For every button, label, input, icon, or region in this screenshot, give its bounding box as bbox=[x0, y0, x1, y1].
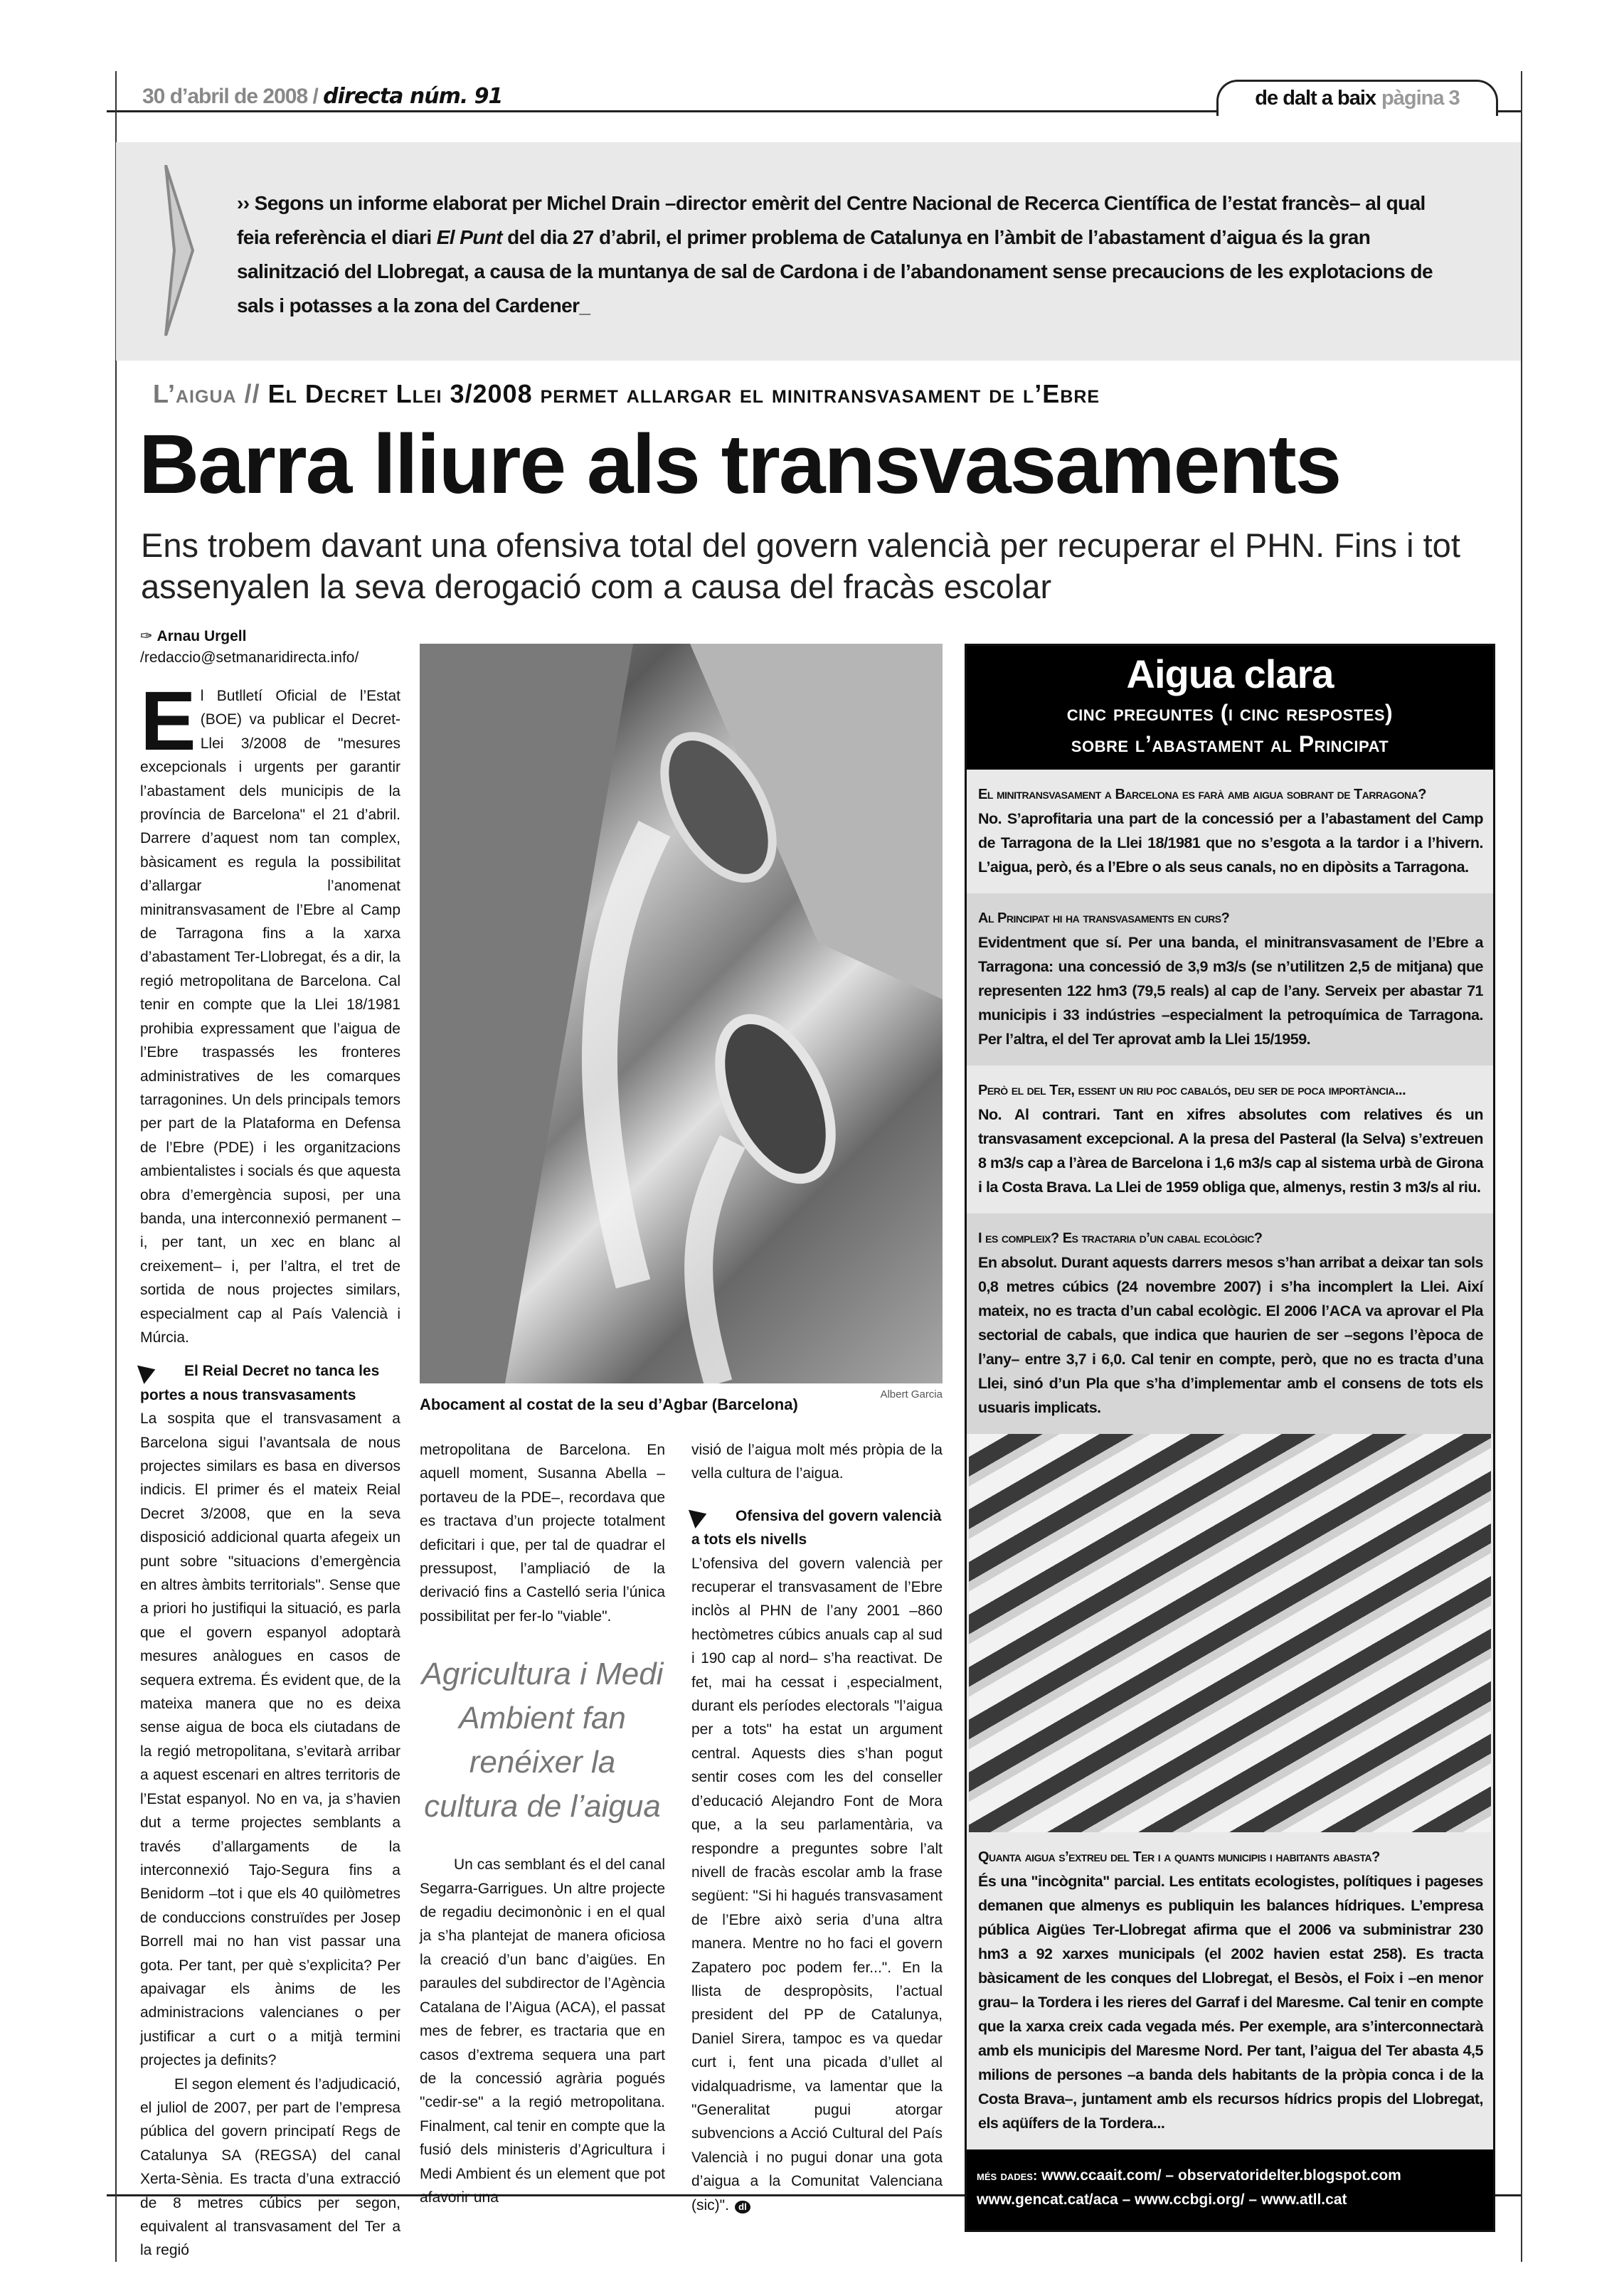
question: Quanta aigua s’extreu del Ter i a quants municipis i habitants abasta? bbox=[978, 1849, 1380, 1865]
question: Però el del Ter, essent un riu poc cabalós, deu ser de poca importància... bbox=[978, 1083, 1406, 1098]
article-column-3 bbox=[691, 1438, 943, 2217]
photo-drain-grate bbox=[969, 1434, 1491, 1832]
paragraph: l Butlletí Oficial de l’Estat (BOE) va publicar el Decret-Llei 3/2008 de "mesures excepcionals i urgents per garantir l’abastament dels municipis de la província de Barcelona" el 21 d’abril. Darrere d’aquest nom tan complex, bàsicament es regula la possibilitat d’allargar l’anomenat minitransvasament de l’Ebre al Camp de Tarragona fins a la xarxa d’abastament Ter-Llobregat, és a dir, la regió metropolitana de Barcelona. Cal tenir en compte que la Llei 18/1981 prohibia expressament que l’aigua de l’Ebre traspassés les fronteres administratives de les comarques tarragonines. Un dels principals temors per part de la Plataforma en Defensa de l’Ebre (PDE) i les organitzacions ambientalistes i socials és que aquesta obra d’emergència suposi, per una banda, una interconnexió permanent –i, per tant, un xec en blanc al creixement– i, per l’altra, el tret de sortida de nous projectes similars, especialment cap al País Valencià i Múrcia. bbox=[140, 688, 400, 1346]
drop-cap: E bbox=[140, 674, 196, 768]
issue-date: 30 d’abril de 2008 / bbox=[142, 85, 318, 108]
qa-item bbox=[967, 1213, 1493, 1434]
right-margin-line bbox=[1521, 71, 1522, 2262]
section-tab bbox=[1216, 80, 1498, 116]
left-margin-line bbox=[115, 71, 117, 2262]
question: El minitransvasament a Barcelona es farà amb aigua sobrant de Tarragona? bbox=[978, 787, 1426, 802]
sidebar-links bbox=[967, 2149, 1493, 2230]
article-column-2 bbox=[420, 1438, 665, 2209]
article-column-1 bbox=[140, 674, 400, 2263]
issue-header bbox=[142, 84, 502, 109]
sidebar-box bbox=[965, 644, 1495, 2232]
sidebar-title: Aigua clara bbox=[1126, 652, 1334, 696]
qa-item bbox=[967, 1832, 1493, 2149]
byline bbox=[140, 626, 359, 669]
lead-box bbox=[116, 142, 1521, 361]
end-mark-icon: dl bbox=[735, 2201, 750, 2213]
chevron-arrow-icon bbox=[164, 165, 207, 336]
photo-caption bbox=[420, 1388, 943, 1414]
question: Al Principat hi ha transvasaments en curs? bbox=[978, 910, 1230, 926]
answer: Evidentment que sí. Per una banda, el minitransvasament de l’Ebre a Tarragona: una concessió de 3,9 m3/s (se n’utilitzen 2,5 de mitjana) que representen 122 hm3 (79,5 reals) al cap de l’any. Serveix per abastar 71 municipis i 33 indústries –especialment la petroquímica de Tarragona. Per l’altra, el del Ter aprovat amb la Llei 15/1959. bbox=[978, 934, 1483, 1048]
sidebar-subtitle: cinc preguntes (i cinc respostes) bbox=[1066, 700, 1394, 726]
triangle-bullet-icon bbox=[137, 1360, 159, 1384]
caption-text: Abocament al costat de la seu d’Agbar (Barcelona) bbox=[420, 1396, 798, 1413]
section-name: de dalt a baix bbox=[1255, 87, 1376, 110]
links-label: més dades: bbox=[977, 2169, 1038, 2184]
photo-pipe-discharge bbox=[420, 644, 943, 1383]
author-email[interactable]: /redaccio@setmanaridirecta.info/ bbox=[140, 649, 359, 666]
pull-quote: Agricultura i Medi Ambient fan renéixer la cultura de l’aigua bbox=[421, 1657, 664, 1824]
photo-credit: Albert Garcia bbox=[880, 1388, 943, 1401]
answer: No. Al contrari. Tant en xifres absolutes com relatives és un transvasament excepcional. A la presa del Pasteral (la Selva) s’extreuen 8 m3/s cap a l’àrea de Barcelona i 1,6 m3/s cap al sistema urbà de Girona i la Costa Brava. La Llei de 1959 obliga que, almenys, restin 3 m3/s al riu. bbox=[978, 1106, 1483, 1196]
page-number: pàgina 3 bbox=[1381, 87, 1460, 110]
sidebar-header bbox=[967, 646, 1493, 770]
subtitle: Ens trobem davant una ofensiva total del govern valencià per recuperar el PHN. Fins i tot assenyalen la seva derogació com a causa del fracàs escolar bbox=[141, 526, 1460, 605]
qa-item bbox=[967, 1065, 1493, 1213]
lead-text: ›› Segons un informe elaborat per Michel Drain –director emèrit del Centre Nacional de Recerca Científica de l’estat francès– al qual feia referència el diari El Punt del dia 27 d’abril, el primer problema de Catalunya en l’àmbit de l’abastament d’aigua és la gran salinització del Llobregat, a causa de la muntanya de sal de Cardona i de l’abandonament sense precaucions de les explotacions de sals i potasses a la zona del Cardener_ bbox=[237, 192, 1433, 317]
paragraph: metropolitana de Barcelona. En aquell moment, Susanna Abella –portaveu de la PDE–, recordava que es tractava d’un projecte totalment deficitari i que, per tal de quadrar el pressupost, l’ampliació de la derivació fins a Castelló seria l’única possibilitat per fer-lo "viable". bbox=[420, 1442, 665, 1625]
author-name: Arnau Urgell bbox=[156, 628, 247, 644]
kicker-section: L’aigua // bbox=[153, 379, 260, 408]
kicker bbox=[153, 379, 1100, 409]
paragraph: L’ofensiva del govern valencià per recuperar el transvasament de l’Ebre inclòs al PHN de l’any 2001 –860 hectòmetres cúbics anuals cap al sud i 190 cap al nord– s’ha reactivat. De fet, mai ha cessat i ,especialment, durant els períodes electorals "l’aigua per a tots" ha estat un argument central. Aquests dies s’han pogut sentir coses com les del conseller d’educació Alejandro Font de Mora que, a la seu parlamentària, va respondre a preguntes sobre l’alt nivell de fracàs escolar amb la frase següent: "Si hi hagués transvasament de l’Ebre això seria d’una altra manera. Mentre no ho faci el govern Zapatero poc podem fer...". En la llista de despropòsits, l’actual president del PP de Catalunya, Daniel Sirera, tampoc es va quedar curt i, fent una picada d’ullet al vidalquadrisme, va lamentar que la "Generalitat pugui atorgar subvencions a Acció Cultural del País Valencià i no pugui donar una gota d’aigua a la Comunitat Valenciana (sic)". bbox=[691, 1555, 943, 2213]
links-line[interactable]: www.gencat.cat/aca – www.ccbgi.org/ – www.atll.cat bbox=[977, 2191, 1347, 2208]
kicker-text: El Decret Llei 3/2008 permet allargar el minitransvasament de l’Ebre bbox=[267, 379, 1100, 408]
pen-icon: ✑ bbox=[140, 628, 153, 644]
subhead: Ofensiva del govern valencià a tots els nivells bbox=[691, 1504, 943, 1552]
qa-item bbox=[967, 893, 1493, 1065]
page-title: Barra lliure als transvasaments bbox=[139, 418, 1341, 511]
answer: En absolut. Durant aquests darrers mesos s’han arribat a deixar tan sols 0,8 metres cúbics (24 novembre 2007) i s’ha incomplert la Llei. Així mateix, no es tracta d’un cabal ecològic. El 2006 l’ACA va aprovar el Pla sectorial de cabals, que indica que haurien de ser –segons l’època de l’any– entre 3,7 i 6,0. Cal tenir en compte, però, que no es tracta d’una Llei, sinó d’un Pla que s’ha d’implementar amb el consens de tots els usuaris implicats. bbox=[978, 1254, 1483, 1416]
paragraph: La sospita que el transvasament a Barcelona sigui l’avantsala de nous projectes similars es basa en diversos indicis. El primer és el mateix Reial Decret 3/2008, que en la seva disposició addicional quarta afegeix un punt sobre "situacions d’emergència en altres àmbits territorials". Sense que a priori ho justifiqui la situació, es parla que el govern espanyol adoptarà mesures anàlogues en casos de sequera extrema. És evident que, de la mateixa manera que no es deixa sense aigua de boca els ciutadans de la regió metropolitana, s’evitarà arribar a aquest escenari en altres territoris de l’Estat espanyol. No en va, ja s’havien dut a terme projectes semblants a través d’allargaments de la interconnexió Tajo-Segura fins a Benidorm –tot i que els 40 quilòmetres de conduccions construïdes per Josep Borrell mai no han vist passar una gota. Per tant, per què s’explicita? Per apaivagar els ànims de les administracions valencianes o per justificar a curt o a mitjà termini projectes ja definits? bbox=[140, 1410, 400, 2069]
links-line[interactable]: www.ccaait.com/ – observatoridelter.blogspot.com bbox=[1041, 2167, 1401, 2184]
pipe-image bbox=[420, 644, 943, 1383]
paragraph: visió de l’aigua molt més pròpia de la vella cultura de l’aigua. bbox=[691, 1442, 943, 1482]
triangle-bullet-icon bbox=[689, 1504, 710, 1529]
answer: No. S’aprofitaria una part de la concessió per a l’abastament del Camp de Tarragona de la Llei 18/1981 que no s’esgota a la tardor i a l’hivern. L’aigua, però, és a l’Ebre o als seus canals, no en dipòsits a Tarragona. bbox=[978, 810, 1483, 876]
question: I es compleix? Es tractaria d’un cabal ecològic? bbox=[978, 1231, 1263, 1246]
sidebar-subtitle: sobre l’abastament al Principat bbox=[1071, 731, 1389, 757]
paragraph: Un cas semblant és el del canal Segarra-Garrigues. Un altre projecte de regadiu decimonònic i en el qual ja s’ha plantejat de manera oficiosa la creació d’un banc d’aigües. En paraules del subdirector de l’Agència Catalana de l’Aigua (ACA), el passat mes de febrer, es tractaria que en casos d’extrema sequera una part de la concessió agrària pogués "cedir-se" a la regió metropolitana. Finalment, cal tenir en compte que la fusió dels ministeris d’Agricultura i Medi Ambient és un element que pot afavorir una bbox=[420, 1856, 665, 2206]
qa-item bbox=[967, 770, 1493, 893]
answer: És una "incògnita" parcial. Les entitats ecologistes, polítiques i pageses demanen que almenys es publiquin les balances hídriques. L’empresa pública Aigües Ter-Llobregat afirma que el 2006 va subministrar 230 hm3 a 92 xarxes municipals (el 2002 havien estat 258). Es tracta bàsicament de les conques del Llobregat, el Besòs, el Foix i –en menor grau– la Tordera i les rieres del Garraf i del Maresme. Cal tenir en compte que la xarxa creix cada vegada més. Per exemple, ara s’interconnectarà amb els municipis del Maresme Nord. Per tant, l’aigua del Ter abasta 4,5 milions de persones –a banda dels habitants de la pròpia conca i de la Costa Brava–, juntament amb els recursos hídrics propis del Llobregat, els aqüífers de la Tordera... bbox=[978, 1873, 1483, 2132]
issue-number: directa núm. 91 bbox=[323, 84, 503, 109]
paragraph: El segon element és l’adjudicació, el juliol de 2007, per part de l’empresa pública del govern principatí Regs de Catalunya SA (REGSA) del canal Xerta-Sènia. Es tracta d’una extracció de 8 metres cúbics per segon, equivalent al transvasament del Ter a la regió bbox=[140, 2076, 400, 2259]
subhead: El Reial Decret no tanca les portes a nous transvasaments bbox=[140, 1359, 400, 1407]
